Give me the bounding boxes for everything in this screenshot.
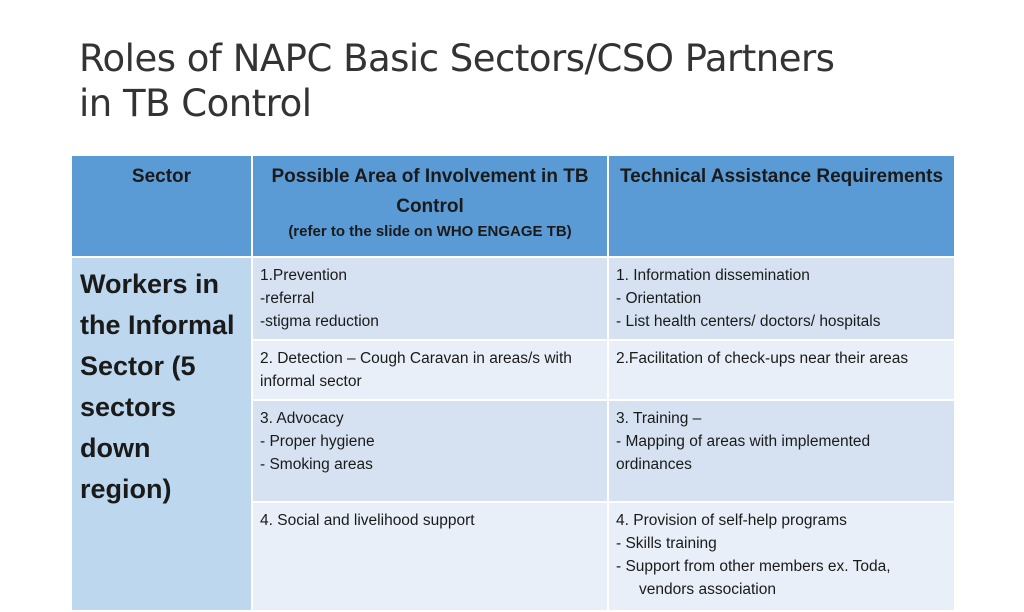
slide-title-line-2: in TB Control: [79, 82, 312, 125]
cell-line: -referral: [260, 290, 315, 307]
cell-line: 4. Provision of self-help programs: [616, 512, 847, 529]
cell-line: 3. Training –: [616, 410, 702, 427]
cell-line: 2.Facilitation of check-ups near their areas: [616, 350, 909, 367]
slide-title: [79, 36, 834, 126]
cell-line: - Orientation: [616, 290, 702, 307]
header-involvement-note: (refer to the slide on WHO ENGAGE TB): [288, 223, 572, 240]
cell-line: 4. Social and livelihood support: [260, 512, 475, 529]
cell-line: 1.Prevention: [260, 267, 348, 284]
cell-line: - Mapping of areas with implemented ordinances: [616, 433, 871, 473]
involvement-cell: [252, 502, 608, 611]
header-technical: Technical Assistance Requirements: [608, 155, 955, 257]
table-row: [71, 257, 955, 340]
cell-line: - List health centers/ doctors/ hospitals: [616, 313, 881, 330]
header-involvement-label: Possible Area of Involvement in TB Control: [271, 166, 589, 217]
technical-cell: [608, 400, 955, 502]
technical-cell: [608, 340, 955, 400]
involvement-cell: [252, 340, 608, 400]
cell-line: - Skills training: [616, 535, 717, 552]
sector-cell: Workers in the Informal Sector (5 sectors down region): [71, 257, 252, 611]
header-row: [71, 155, 955, 257]
cell-line: - Support from other members ex. Toda, vendors association: [616, 558, 891, 598]
cell-line: -stigma reduction: [260, 313, 379, 330]
slide-title-line-1: Roles of NAPC Basic Sectors/CSO Partners: [79, 37, 835, 80]
roles-table: [70, 154, 956, 612]
involvement-cell: [252, 400, 608, 502]
technical-cell: [608, 502, 955, 611]
header-involvement: [252, 155, 608, 257]
cell-line: - Smoking areas: [260, 456, 373, 473]
involvement-cell: [252, 257, 608, 340]
cell-line: 2. Detection – Cough Caravan in areas/s with informal sector: [260, 350, 572, 390]
header-sector: Sector: [71, 155, 252, 257]
cell-line: - Proper hygiene: [260, 433, 375, 450]
cell-line: 3. Advocacy: [260, 410, 344, 427]
technical-cell: [608, 257, 955, 340]
cell-line: 1. Information dissemination: [616, 267, 810, 284]
